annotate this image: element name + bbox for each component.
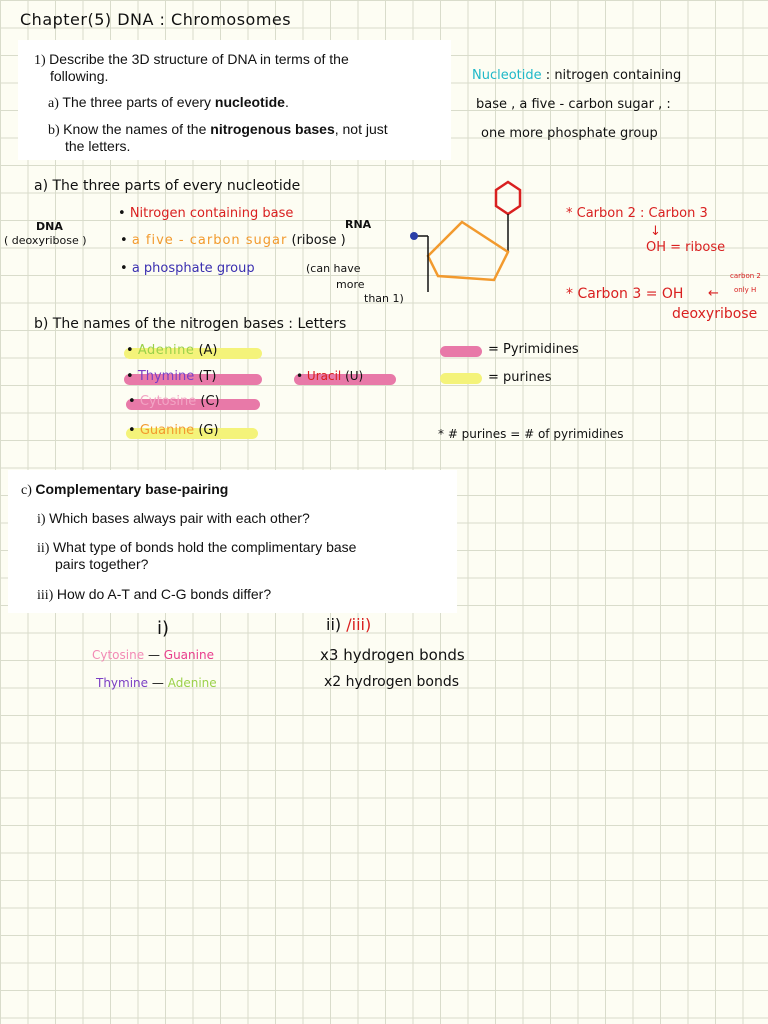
- qc-iii: iii) How do A-T and C-G bonds differ?: [37, 586, 272, 603]
- qc-title: c) Complementary base-pairing: [21, 481, 229, 498]
- nucleotide-definition-line2: base , a five - carbon sugar , :: [476, 97, 671, 112]
- phosphate-note-2: more: [336, 278, 365, 291]
- base-adenine: • Adenine (A): [126, 343, 218, 358]
- q1-line2: following.: [50, 68, 109, 84]
- purine-pyrimidine-rule: * # purines = # of pyrimidines: [438, 427, 624, 441]
- part-phosphate-group: • a phosphate group: [120, 261, 255, 276]
- question-card-1: [18, 40, 451, 160]
- answer-ii-iii-label: ii) /iii): [326, 615, 372, 634]
- qa-line: a) The three parts of every nucleotide.: [48, 94, 289, 111]
- legend-purines: = purines: [488, 370, 552, 385]
- legend-yellow-swatch: [440, 373, 482, 384]
- qc-ii-line1: ii) What type of bonds hold the complimentary base: [37, 539, 357, 556]
- base-thymine: • Thymine (T): [126, 369, 217, 384]
- base-uracil: • Uracil (U): [296, 369, 364, 383]
- base-hexagon-shape: [496, 182, 520, 214]
- part-nitrogen-base: • Nitrogen containing base: [118, 206, 294, 221]
- q1-line1: 1) Describe the 3D structure of DNA in terms of the: [34, 51, 349, 68]
- dna-sublabel: ( deoxyribose ): [4, 234, 87, 247]
- carbon-note-arrow: ↓: [650, 224, 661, 239]
- bond-count-1: x3 hydrogen bonds: [320, 646, 465, 664]
- pair-cytosine-guanine: Cytosine — Guanine: [92, 648, 214, 662]
- answer-i-label: i): [157, 618, 170, 639]
- qb-line1: b) Know the names of the nitrogenous bases, not just: [48, 121, 388, 138]
- carbon-note-3: * Carbon 3 = OH: [566, 286, 684, 302]
- nucleotide-term: Nucleotide: [472, 68, 542, 83]
- carbon-note-arrow-2: ←: [708, 286, 719, 301]
- phosphate-dot: [410, 232, 418, 240]
- dna-label: DNA: [36, 220, 63, 233]
- carbon2-note: carbon 2: [730, 272, 761, 280]
- base-cytosine: • Cytosine (C): [128, 394, 220, 409]
- carbon-note-1: * Carbon 2 : Carbon 3: [566, 206, 708, 221]
- legend-pyrimidines: = Pyrimidines: [488, 342, 579, 357]
- section-b-heading: b) The names of the nitrogen bases : Letters: [34, 316, 347, 332]
- carbon-note-4: deoxyribose: [672, 306, 758, 322]
- nucleotide-definition-line3: one more phosphate group: [481, 126, 658, 141]
- phosphate-note-3: than 1): [364, 292, 404, 305]
- sugar-pentagon-shape: [428, 222, 508, 280]
- bond-count-2: x2 hydrogen bonds: [324, 674, 460, 690]
- pair-thymine-adenine: Thymine — Adenine: [96, 676, 217, 690]
- legend-pink-swatch: [440, 346, 482, 357]
- base-guanine: • Guanine (G): [128, 423, 219, 438]
- carbon-note-2: OH = ribose: [646, 240, 726, 255]
- only-h-note: only H: [734, 286, 757, 294]
- rna-label: RNA: [345, 218, 372, 231]
- qb-line2: the letters.: [65, 138, 131, 154]
- nucleotide-definition-line1: Nucleotide : nitrogen containing: [472, 68, 682, 83]
- qc-ii-line2: pairs together?: [55, 556, 149, 572]
- question-card-2: [8, 470, 457, 613]
- section-a-heading: a) The three parts of every nucleotide: [34, 178, 301, 194]
- qc-i: i) Which bases always pair with each other?: [37, 510, 310, 527]
- page-title: Chapter(5) DNA : Chromosomes: [20, 10, 292, 29]
- phosphate-note-1: (can have: [306, 262, 361, 275]
- part-five-carbon-sugar: • a five - carbon sugar (ribose ): [120, 233, 346, 248]
- nucleotide-diagram: [400, 176, 540, 296]
